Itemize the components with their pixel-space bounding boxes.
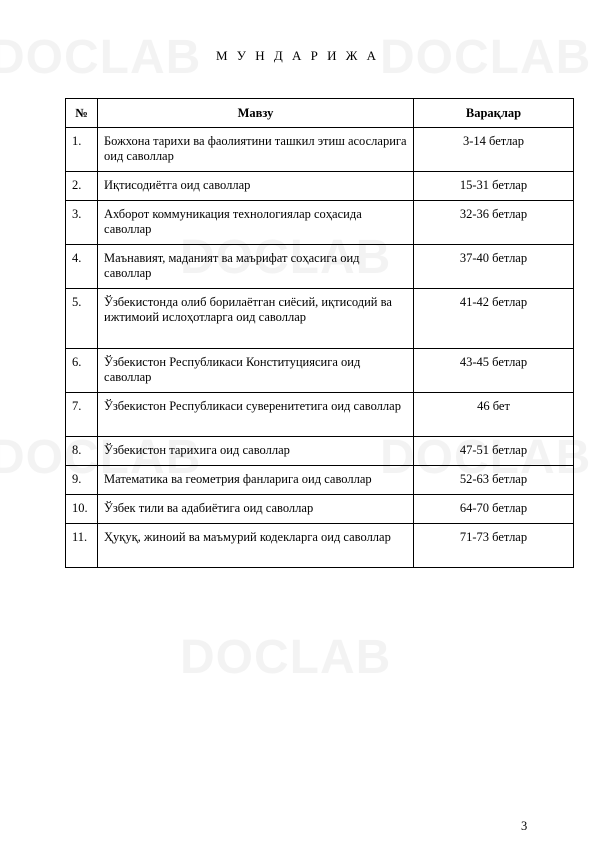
row-topic: Ўзбекистон Республикаси Конституциясига оид саволлар (98, 349, 414, 393)
row-number: 3. (66, 201, 98, 245)
row-number: 4. (66, 245, 98, 289)
row-topic: Ўзбекистон тарихига оид саволлар (98, 437, 414, 466)
row-number: 1. (66, 128, 98, 172)
table-row (66, 437, 574, 466)
row-number: 7. (66, 393, 98, 437)
table-row (66, 172, 574, 201)
row-topic: Математика ва геометрия фанларига оид саволлар (98, 466, 414, 495)
page-number: 3 (521, 819, 528, 833)
row-number: 2. (66, 172, 98, 201)
row-number: 6. (66, 349, 98, 393)
row-topic: Ўзбек тили ва адабиётига оид саволлар (98, 495, 414, 524)
row-topic: Ҳуқуқ, жиноий ва маъмурий кодекларга оид саволлар (98, 524, 414, 568)
row-pages: 15-31 бетлар (414, 172, 574, 201)
table-row (66, 349, 574, 393)
row-number: 10. (66, 495, 98, 524)
row-pages: 43-45 бетлар (414, 349, 574, 393)
row-pages: 52-63 бетлар (414, 466, 574, 495)
table-row (66, 393, 574, 437)
row-topic: Ахборот коммуникация технологиялар соҳасида саволлар (98, 201, 414, 245)
row-pages: 41-42 бетлар (414, 289, 574, 349)
table-row (66, 245, 574, 289)
row-pages: 3-14 бетлар (414, 128, 574, 172)
table-row (66, 466, 574, 495)
row-pages: 64-70 бетлар (414, 495, 574, 524)
watermark (180, 630, 391, 685)
row-pages: 46 бет (414, 393, 574, 437)
table-row (66, 524, 574, 568)
contents-table (65, 98, 574, 568)
header-topic: Мавзу (98, 99, 414, 128)
row-number: 9. (66, 466, 98, 495)
row-number: 5. (66, 289, 98, 349)
table-row (66, 289, 574, 349)
row-pages: 32-36 бетлар (414, 201, 574, 245)
header-number: № (66, 99, 98, 128)
row-number: 11. (66, 524, 98, 568)
row-topic: Маънавият, маданият ва маърифат соҳасига оид саволлар (98, 245, 414, 289)
table-row (66, 495, 574, 524)
row-topic: Божхона тарихи ва фаолиятини ташкил этиш асосларига оид саволлар (98, 128, 414, 172)
table-row (66, 201, 574, 245)
row-pages: 71-73 бетлар (414, 524, 574, 568)
row-topic: Ўзбекистон Республикаси суверенитетига оид саволлар (98, 393, 414, 437)
row-number: 8. (66, 437, 98, 466)
table-header-row (66, 99, 574, 128)
document-title: М У Н Д А Р И Ж А (215, 48, 380, 63)
row-topic: Ўзбекистонда олиб борилаётган сиёсий, иқтисодий ва ижтимоий ислоҳотларга оид саволлар (98, 289, 414, 349)
row-pages: 37-40 бетлар (414, 245, 574, 289)
header-pages: Варақлар (414, 99, 574, 128)
row-topic: Иқтисодиётга оид саволлар (98, 172, 414, 201)
row-pages: 47-51 бетлар (414, 437, 574, 466)
table-row (66, 128, 574, 172)
